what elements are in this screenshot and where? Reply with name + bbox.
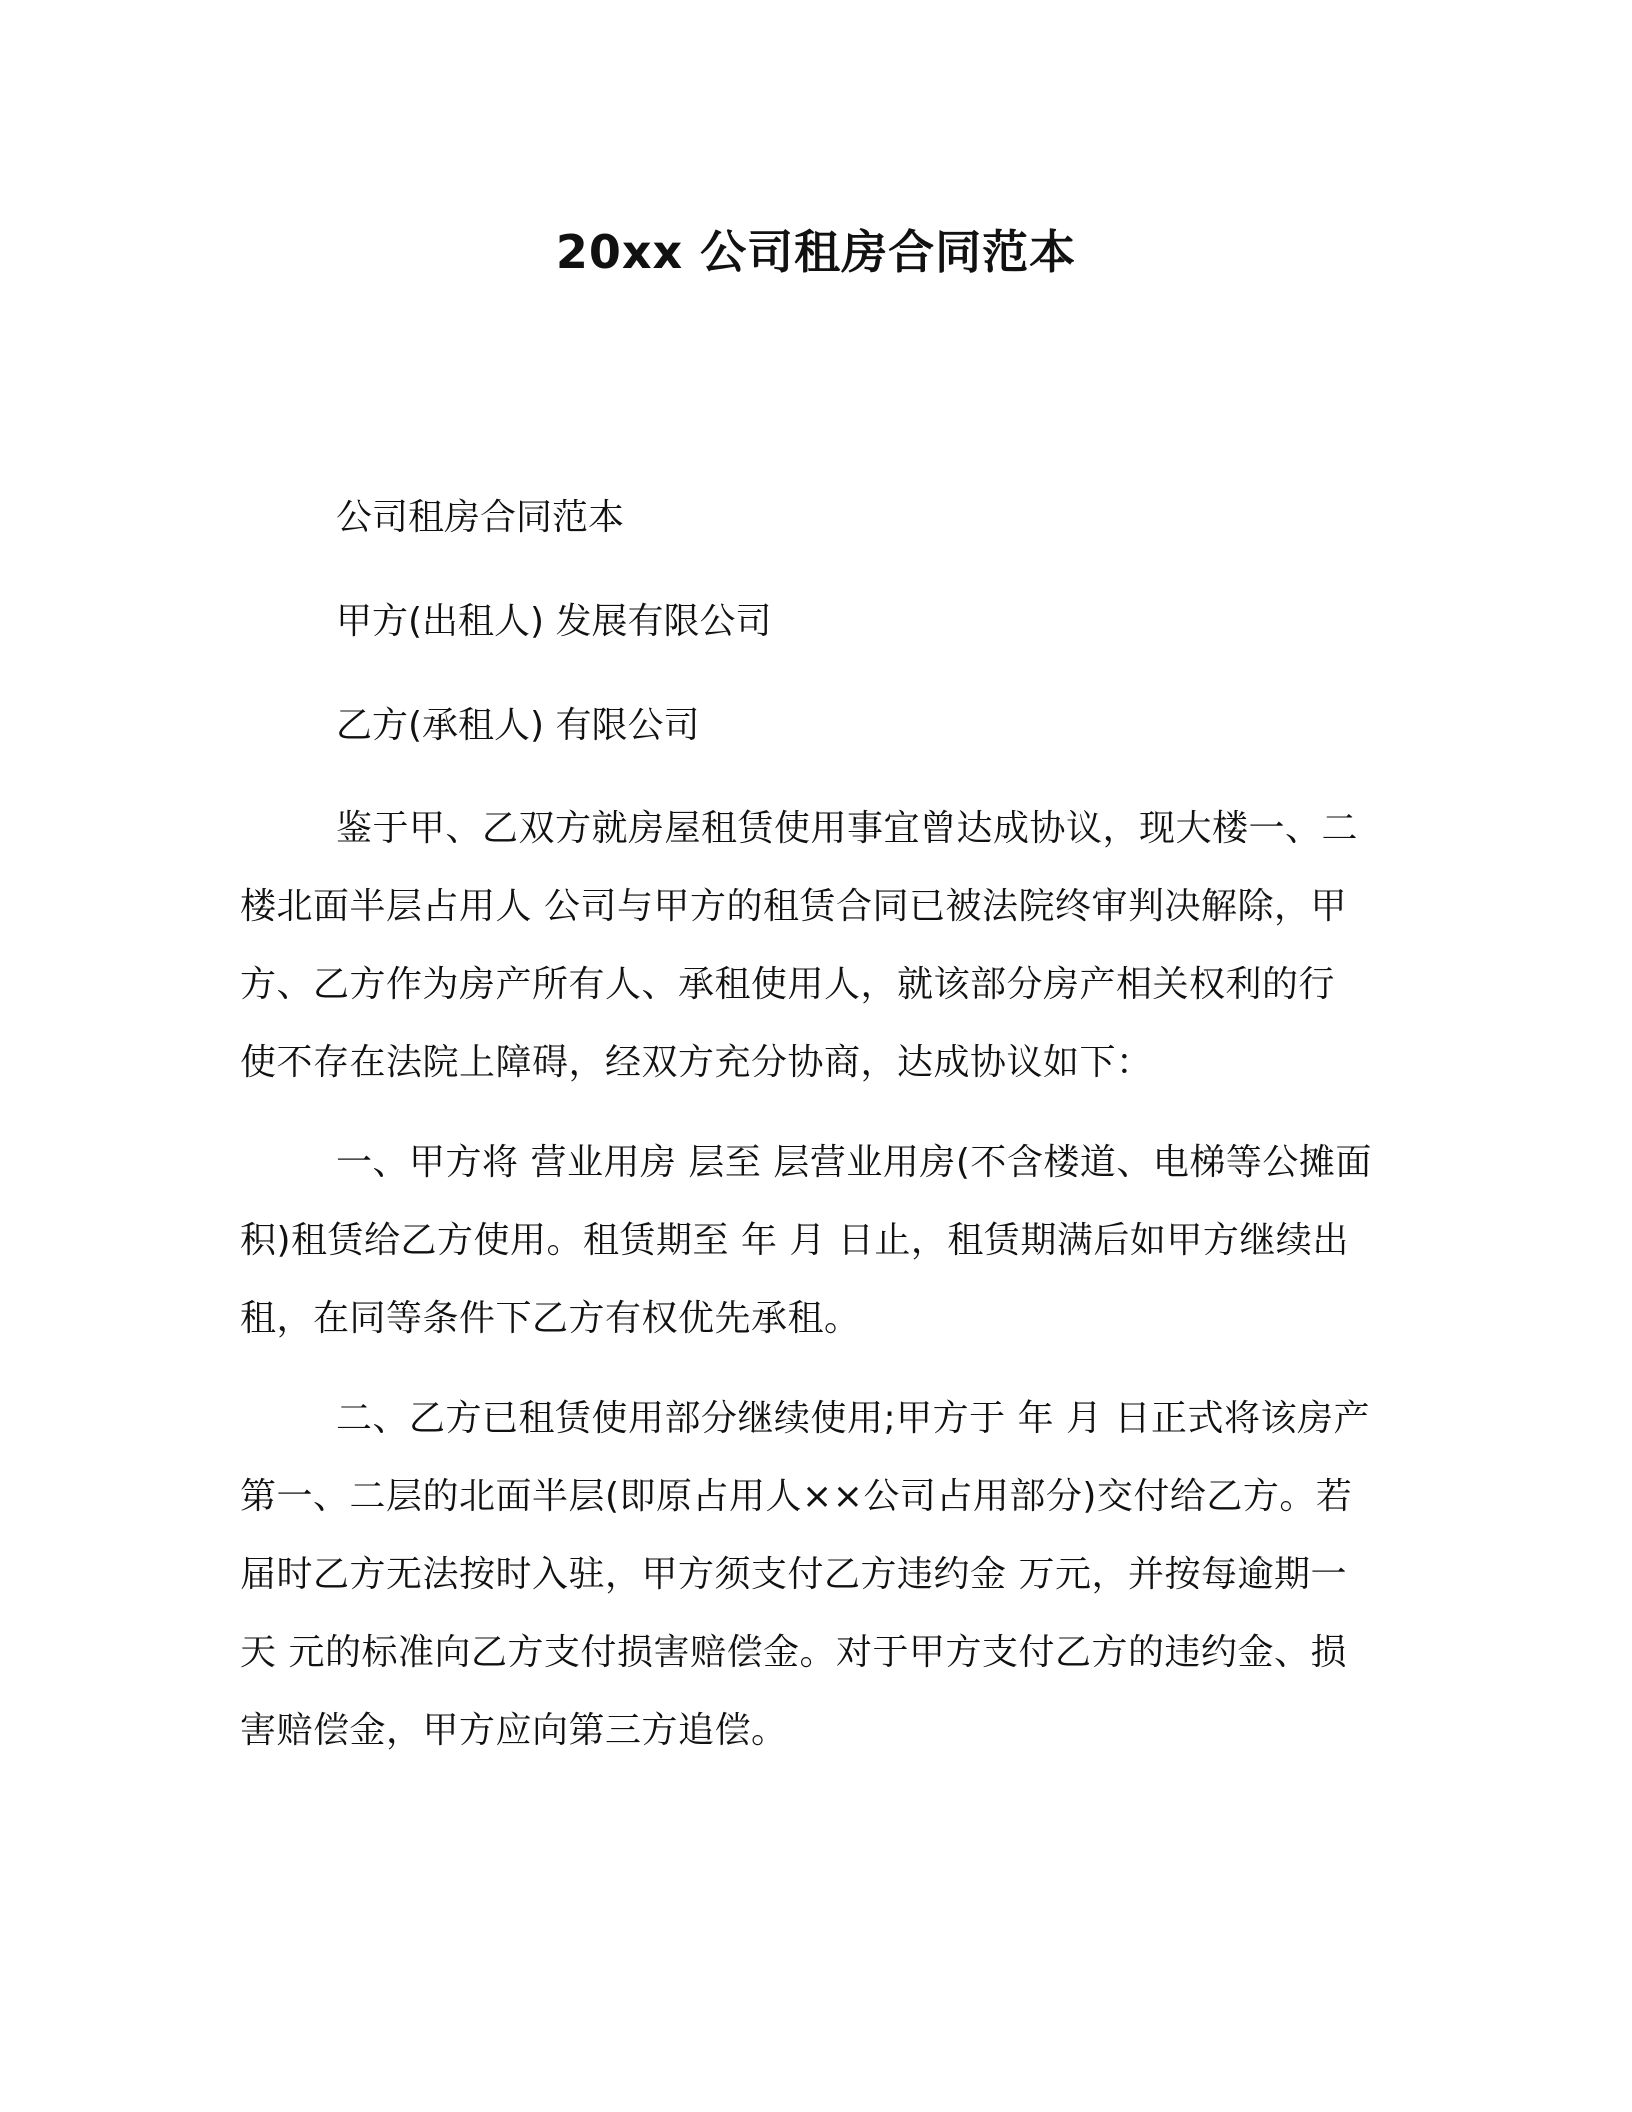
paragraph-clause-1: [240, 1124, 1390, 1358]
paragraph-line: 楼北面半层占用人 公司与甲方的租赁合同已被法院终审判决解除，甲: [240, 886, 1347, 927]
paragraph-line: 租，在同等条件下乙方有权优先承租。: [240, 1298, 861, 1339]
paragraph-line: 二、乙方已租赁使用部分继续使用;甲方于 年 月 日正式将该房产: [336, 1398, 1370, 1439]
party-a-line: 甲方(出租人) 发展有限公司: [336, 601, 772, 642]
document-subtitle: 公司租房合同范本: [336, 497, 625, 538]
paragraph-line: 一、甲方将 营业用房 层至 层营业用房(不含楼道、电梯等公摊面: [336, 1142, 1372, 1183]
paragraph-line: 鉴于甲、乙双方就房屋租赁使用事宜曾达成协议，现大楼一、二: [336, 808, 1359, 849]
paragraph-line: 积)租赁给乙方使用。租赁期至 年 月 日止，租赁期满后如甲方继续出: [240, 1220, 1349, 1261]
paragraph-line: 天 元的标准向乙方支付损害赔偿金。对于甲方支付乙方的违约金、损: [240, 1632, 1347, 1673]
party-b-line: 乙方(承租人) 有限公司: [336, 705, 700, 746]
paragraph-line: 害赔偿金，甲方应向第三方追偿。: [240, 1710, 788, 1751]
paragraph-line: 方、乙方作为房产所有人、承租使用人，就该部分房产相关权利的行: [240, 964, 1336, 1005]
paragraph-preamble: [240, 790, 1390, 1102]
paragraph-line: 届时乙方无法按时入驻，甲方须支付乙方违约金 万元，并按每逾期一: [240, 1554, 1347, 1595]
header-block: [240, 492, 1390, 752]
document-title: 20xx 公司租房合同范本: [555, 225, 1077, 279]
paragraph-line: 使不存在法院上障碍，经双方充分协商，达成协议如下：: [240, 1042, 1153, 1083]
paragraph-line: 第一、二层的北面半层(即原占用人××公司占用部分)交付给乙方。若: [240, 1476, 1353, 1517]
paragraph-clause-2: [240, 1380, 1390, 1770]
